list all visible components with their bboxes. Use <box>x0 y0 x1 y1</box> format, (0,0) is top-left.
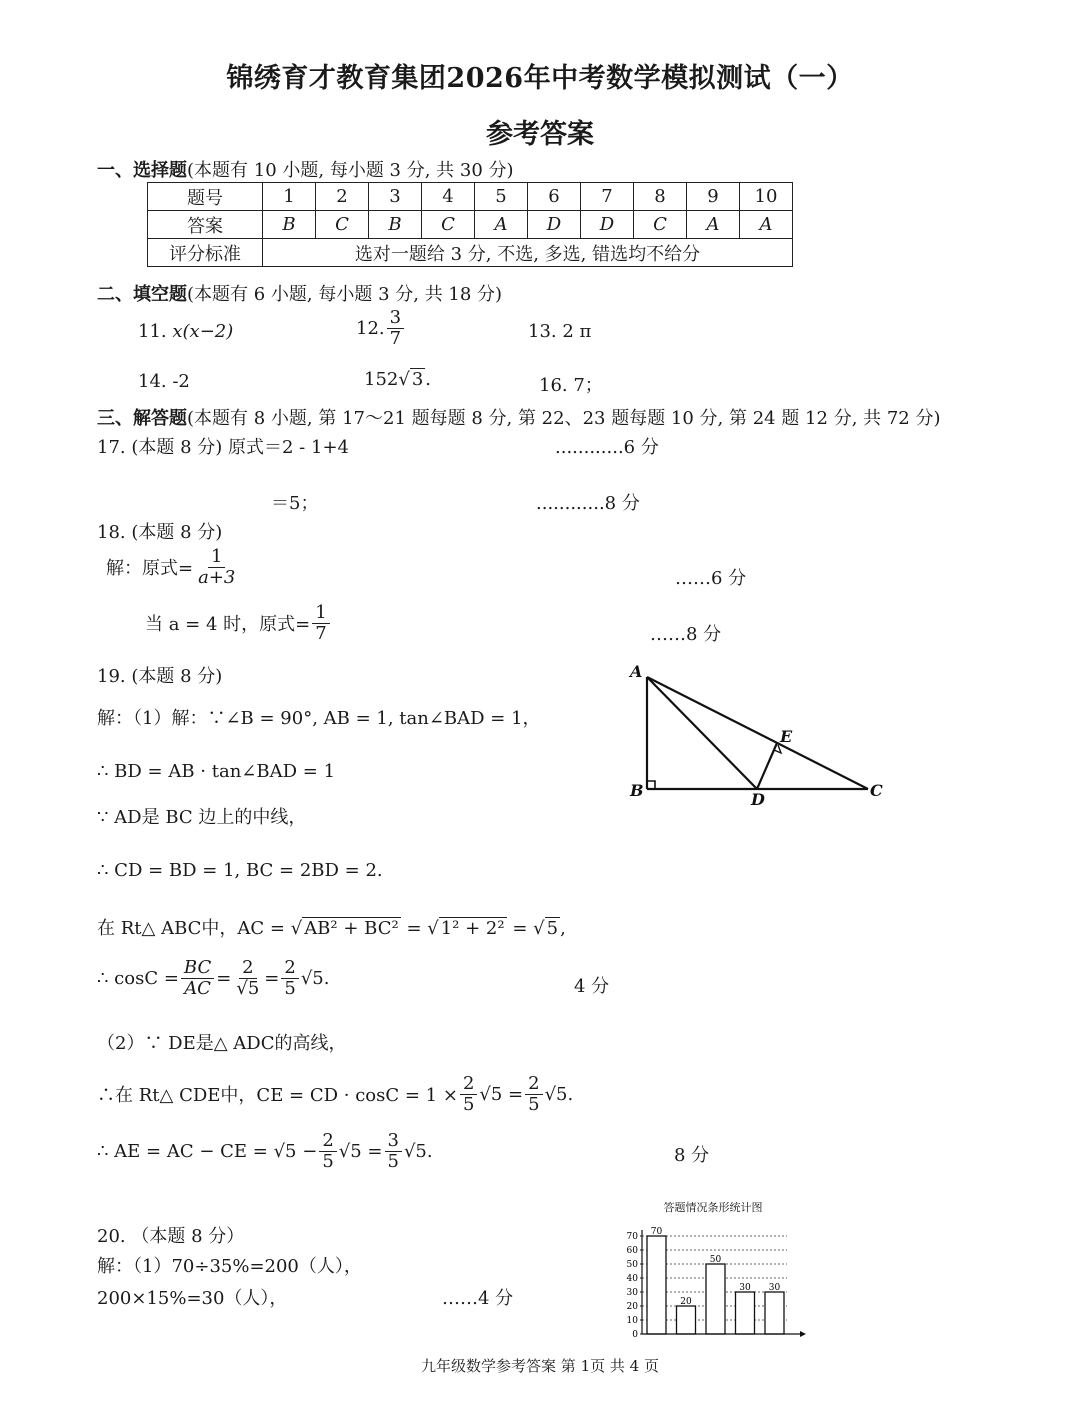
section1-note: (本题有 10 小题, 每小题 3 分, 共 30 分) <box>187 160 514 181</box>
y-tick-label: 70 <box>626 1232 638 1242</box>
chart-bars <box>647 1227 784 1334</box>
q20-line1: 解：（1）70÷35%=200（人）， <box>97 1256 362 1277</box>
label-e: E <box>780 727 793 746</box>
table-cell: 4 <box>422 183 475 211</box>
table-row-numbers <box>148 183 793 211</box>
q18-fraction1: $\frac{1}{a+3}$ <box>198 546 236 588</box>
chart-x-arrow <box>800 1331 806 1337</box>
q19-line5: 在 Rt△ ABC中，AC = √ AB² + BC² = √ 1² + 2² = √ 5 , <box>97 918 566 939</box>
table-cell: 6 <box>528 183 581 211</box>
q18-line2: 当 a = 4 时，原式= $\frac{1}{7}$ <box>145 603 332 644</box>
bar <box>765 1292 784 1334</box>
bar-value-label: 50 <box>709 1255 722 1265</box>
table-cell: 1 <box>263 183 316 211</box>
section2-title: 二、填空题 <box>97 284 187 305</box>
bar <box>647 1236 666 1334</box>
q18-fraction2: $\frac{1}{7}$ <box>312 603 329 644</box>
table-cell: A <box>475 211 528 239</box>
q19-line6: ∴ cosC = $\frac{BC}{AC}$ = $\frac{2}{√5}$ = $\frac{2}{5}$ √5. <box>97 957 330 999</box>
bar-chart <box>615 1195 810 1345</box>
table-label-answer: 答案 <box>148 211 263 239</box>
q20-line2: 200×15%=30（人）， <box>97 1288 288 1309</box>
section2-heading <box>97 280 502 306</box>
table-row-criteria <box>148 239 793 267</box>
table-cell: 5 <box>475 183 528 211</box>
table-cell: C <box>634 211 687 239</box>
triangle-figure <box>620 655 900 815</box>
q18-score1: ……6 分 <box>675 568 747 589</box>
answer-14: 14. -2 <box>138 371 190 392</box>
table-cell: A <box>740 211 793 239</box>
bar-value-label: 30 <box>768 1283 781 1293</box>
q19-line9: ∴ AE = AC − CE = √5 − $\frac{2}{5}$ √5 = $\frac{3}{5}$ √5. <box>97 1130 433 1172</box>
answer-13: 13. 2 π <box>528 321 592 342</box>
table-label-criteria: 评分标准 <box>148 239 263 267</box>
answer-11 <box>138 321 233 342</box>
q19-line1: 解：（1）解：∵∠B = 90°, AB = 1, tan∠BAD = 1， <box>97 708 541 729</box>
bar <box>706 1264 725 1334</box>
table-cell: A <box>687 211 740 239</box>
table-cell: 8 <box>634 183 687 211</box>
bar-value-label: 30 <box>739 1283 751 1293</box>
table-cell: 2 <box>316 183 369 211</box>
q17-line1: 17. (本题 8 分) 原式＝2 - 1+4 <box>97 437 349 458</box>
bar <box>736 1292 755 1334</box>
q19-header: 19. (本题 8 分) <box>97 666 223 687</box>
q12-number: 12. <box>356 317 385 339</box>
table-row-answers <box>148 211 793 239</box>
q12-fraction: $\frac{3}{7}$ <box>387 308 404 349</box>
segment-ac <box>647 677 868 789</box>
section1-heading <box>97 156 514 182</box>
q18-header: 18. (本题 8 分) <box>97 522 223 543</box>
table-cell: 10 <box>740 183 793 211</box>
label-c: C <box>870 781 883 800</box>
q17-line2: ＝5； <box>271 493 319 514</box>
label-a: A <box>630 662 643 681</box>
table-cell: B <box>263 211 316 239</box>
q18-score2: ……8 分 <box>650 624 722 645</box>
page-footer: 九年级数学参考答案 第 1页 共 4 页 <box>421 1357 659 1375</box>
q19-line3: ∵ AD是 BC 边上的中线， <box>97 807 307 828</box>
table-cell: B <box>369 211 422 239</box>
table-cell: D <box>581 211 634 239</box>
q19-line4: ∴ CD = BD = 1, BC = 2BD = 2. <box>97 860 383 881</box>
q20-score1: ……4 分 <box>442 1288 514 1309</box>
table-cell: C <box>316 211 369 239</box>
segment-de <box>757 743 777 789</box>
label-d: D <box>751 790 765 809</box>
y-tick-label: 0 <box>632 1330 638 1340</box>
section2-note: (本题有 6 小题, 每小题 3 分, 共 18 分) <box>187 284 503 305</box>
table-criteria-text: 选对一题给 3 分, 不选, 多选, 错选均不给分 <box>263 239 793 267</box>
right-angle-b <box>647 781 655 789</box>
q19-score2: 8 分 <box>674 1145 710 1166</box>
q18-line1: 解：原式= $\frac{1}{a+3}$ <box>106 547 240 588</box>
table-cell: C <box>422 211 475 239</box>
y-tick-label: 40 <box>626 1274 638 1284</box>
q11-answer: x(x−2) <box>172 321 234 342</box>
section3-heading <box>97 404 941 430</box>
table-label-number: 题号 <box>148 183 263 211</box>
q19-line2: ∴ BD = AB · tan∠BAD = 1 <box>97 761 336 782</box>
y-tick-label: 10 <box>626 1316 638 1326</box>
q17-score2: ............8 分 <box>536 493 640 514</box>
table-cell: D <box>528 211 581 239</box>
chart-title: 答题情况条形统计图 <box>663 1201 763 1214</box>
page-title: 锦绣育才教育集团2026年中考数学模拟测试（一） <box>226 63 854 94</box>
section3-title: 三、解答题 <box>97 408 187 429</box>
y-tick-label: 60 <box>626 1246 638 1256</box>
section1-title: 一、选择题 <box>97 160 187 181</box>
bar-value-label: 20 <box>680 1297 692 1307</box>
bar-value-label: 70 <box>650 1227 663 1237</box>
table-cell: 3 <box>369 183 422 211</box>
section3-note: (本题有 8 小题, 第 17～21 题每题 8 分, 第 22、23 题每题 10 分, 第 24 题 12 分, 共 72 分) <box>187 408 941 429</box>
answer-15: 152√ 3 . <box>364 369 432 390</box>
q19-score1: 4 分 <box>574 976 610 997</box>
q11-number: 11. <box>138 321 167 342</box>
q17-score1: ............6 分 <box>555 437 659 458</box>
page-subtitle: 参考答案 <box>486 119 594 150</box>
table-cell: 9 <box>687 183 740 211</box>
segment-ad <box>647 677 757 789</box>
table-cell: 7 <box>581 183 634 211</box>
answer-table <box>147 182 793 267</box>
q19-line8: ∴在 Rt△ CDE中，CE = CD · cosC = 1 × $\frac{2}{5}$ √5 = $\frac{2}{5}$ √5. <box>97 1073 574 1115</box>
y-tick-label: 50 <box>626 1260 638 1270</box>
y-tick-label: 30 <box>626 1288 638 1298</box>
y-tick-label: 20 <box>626 1302 638 1312</box>
q19-line7: （2）∵ DE是△ ADC的高线， <box>97 1033 347 1054</box>
bar <box>677 1306 696 1334</box>
answer-12 <box>356 308 406 349</box>
label-b: B <box>630 781 644 800</box>
q20-header: 20. （本题 8 分） <box>97 1226 245 1247</box>
answer-16: 16. 7； <box>539 375 603 396</box>
chart-y-ticks <box>627 1232 642 1340</box>
